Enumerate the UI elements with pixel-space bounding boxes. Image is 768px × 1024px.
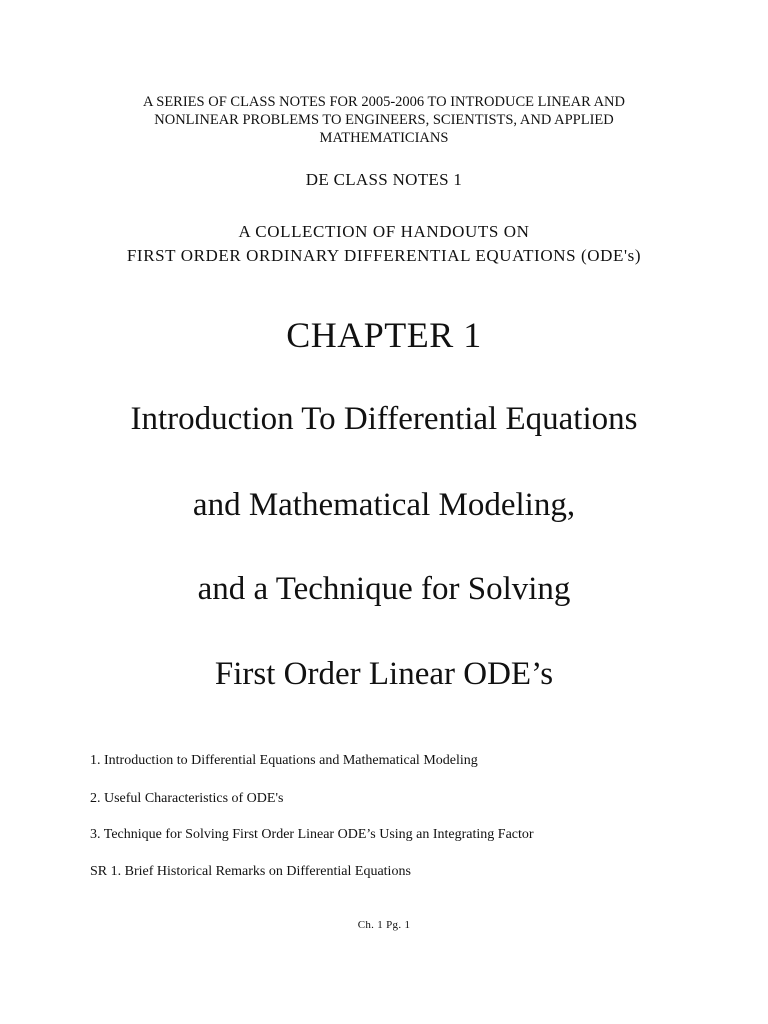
toc-item: SR 1. Brief Historical Remarks on Differential Equations (90, 864, 411, 879)
toc-item: 1. Introduction to Differential Equations and Mathematical Modeling (90, 753, 478, 768)
toc-item: 3. Technique for Solving First Order Linear ODE’s Using an Integrating Factor (90, 827, 534, 842)
series-description (0, 93, 768, 147)
toc-item: 2. Useful Characteristics of ODE's (90, 791, 284, 806)
series-line: MATHEMATICIANS (319, 130, 449, 146)
series-line: A SERIES OF CLASS NOTES FOR 2005-2006 TO INTRODUCE LINEAR AND (142, 94, 626, 110)
chapter-title-line: and Mathematical Modeling, (192, 487, 576, 523)
collection-heading (0, 220, 768, 268)
chapter-label: CHAPTER 1 (286, 315, 482, 355)
page-footer: Ch. 1 Pg. 1 (357, 919, 411, 931)
collection-line: A COLLECTION OF HANDOUTS ON (238, 222, 530, 241)
notes-title: DE CLASS NOTES 1 (305, 170, 463, 189)
series-line: NONLINEAR PROBLEMS TO ENGINEERS, SCIENTISTS, AND APPLIED (154, 112, 614, 128)
collection-line: FIRST ORDER ORDINARY DIFFERENTIAL EQUATIONS (ODE's) (126, 246, 642, 265)
chapter-title-line: Introduction To Differential Equations (130, 401, 638, 437)
chapter-title-line: and a Technique for Solving (197, 571, 571, 607)
chapter-title-line: First Order Linear ODE’s (214, 656, 554, 692)
